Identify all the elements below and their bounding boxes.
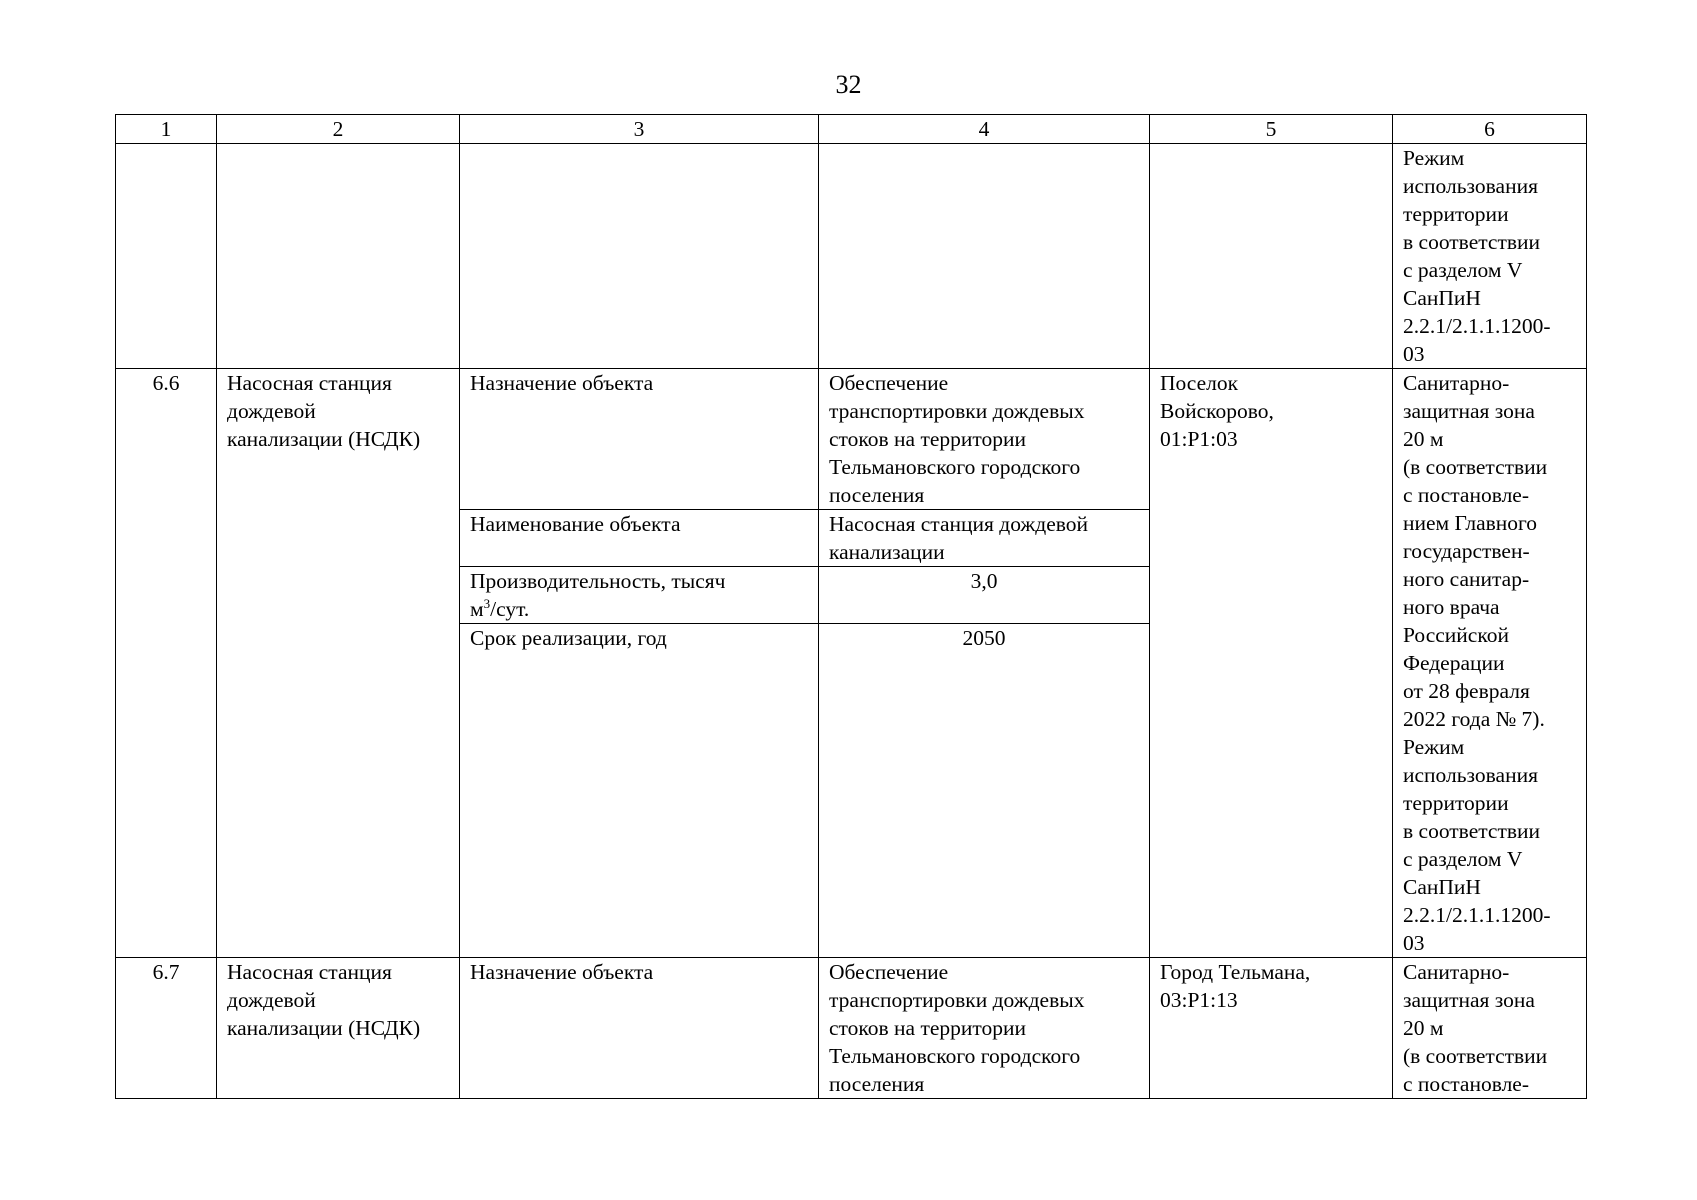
param-value: Обеспечение транспортировки дождевых стоков на территории Тельмановского городского поселения [829,960,1085,1096]
object-name: Насосная станция дождевой канализации (НСДК) [227,371,421,451]
sanitary-zone-text: Санитарно- защитная зона 20 м (в соответствии с постановле- нием Главного государствен- ного санитар- ного врача Российской Федерации от 28 февраля 2022 года № 7). Режим использования территории в соответствии с разделом V СанПиН 2.2.1/2.1.1.1200- 03 [1403,371,1551,955]
sanitary-zone-text: Санитарно- защитная зона 20 м (в соответствии с постановле- [1403,960,1548,1096]
column-number-header: 3 [460,115,819,144]
param-label: Наименование объекта [470,512,681,536]
param-label-superscript: 3 [483,596,491,611]
object-name: Насосная станция дождевой канализации (НСДК) [227,960,421,1040]
param-label-unit: /сут. [490,597,530,621]
row-number: 6.7 [152,960,180,984]
continuation-row [116,144,1587,369]
row-number: 6.6 [152,371,180,395]
table-row [116,369,1587,510]
column-number-header: 4 [819,115,1150,144]
facility-table [115,114,1587,1099]
param-label: Срок реализации, год [470,626,667,650]
param-label: Назначение объекта [470,371,654,395]
table-row [116,958,1587,1099]
location: Город Тельмана, 03:Р1:13 [1160,960,1311,1012]
column-number-header: 1 [116,115,217,144]
column-number-header-row [116,115,1587,144]
column-number-header: 2 [217,115,460,144]
column-number-header: 6 [1393,115,1587,144]
column-number-header: 5 [1150,115,1393,144]
param-value: 3,0 [970,569,998,593]
param-value: 2050 [962,626,1006,650]
param-value: Обеспечение транспортировки дождевых стоков на территории Тельмановского городского поселения [829,371,1085,507]
param-label [470,567,808,623]
param-value: Насосная станция дождевой канализации [829,512,1089,564]
sanitary-zone-text: Режим использования территории в соответствии с разделом V СанПиН 2.2.1/2.1.1.1200- 03 [1403,146,1551,366]
location: Поселок Войскорово, 01:Р1:03 [1160,371,1274,451]
param-label-text: Производительность, тысяч м [470,569,726,621]
page-number: 32 [835,70,862,99]
param-label: Назначение объекта [470,960,654,984]
